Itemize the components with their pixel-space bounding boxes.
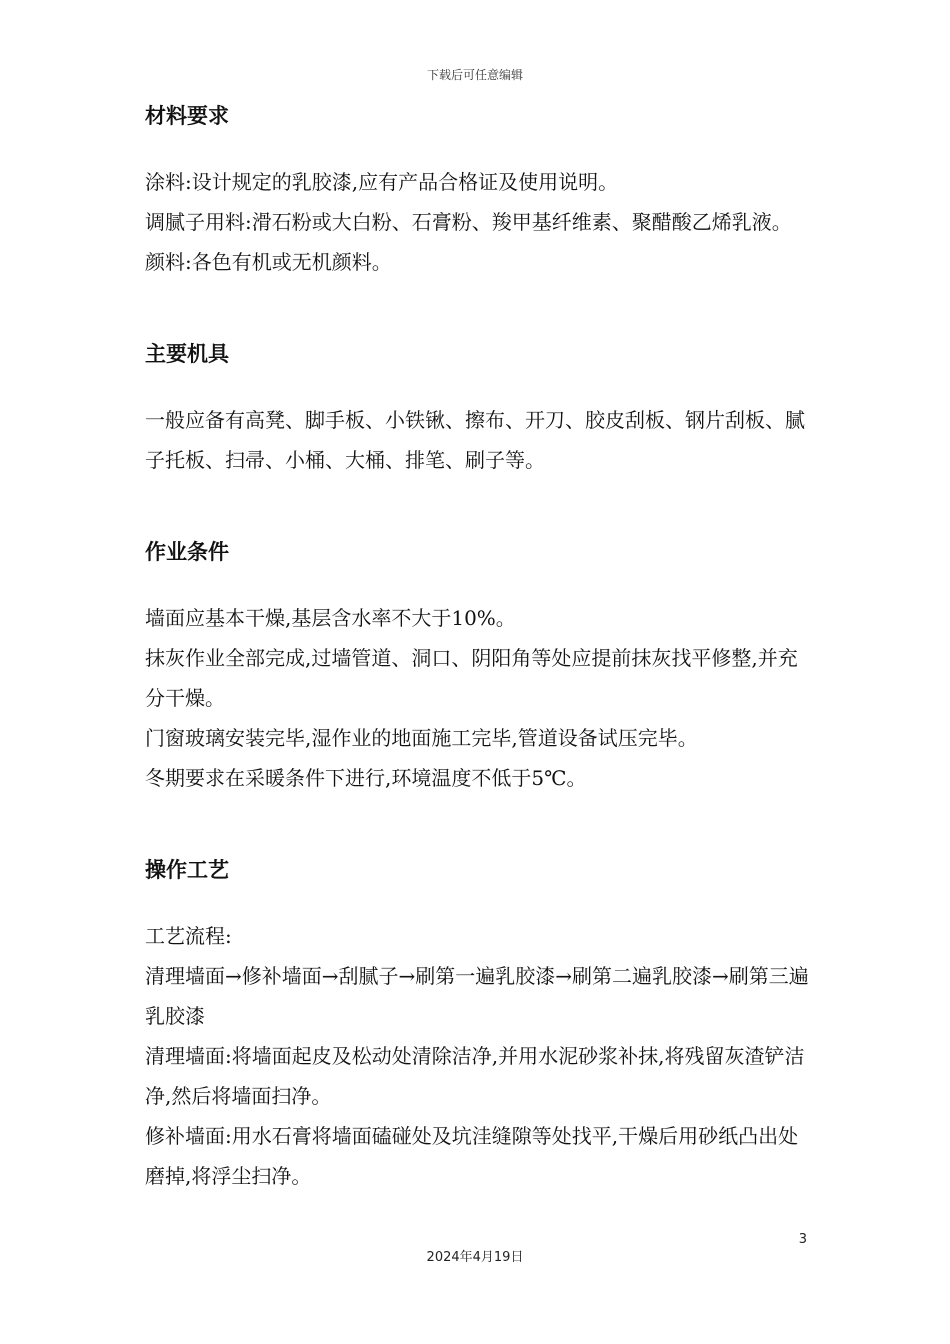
paragraph: 修补墙面:用水石膏将墙面磕碰处及坑洼缝隙等处找平,干燥后用砂纸凸出处磨掉,将浮尘扫净。 [145,1124,799,1188]
paragraph: 抹灰作业全部完成,过墙管道、洞口、阴阳角等处应提前抹灰找平修整,并充分干燥。 [145,646,798,710]
paragraph: 颜料:各色有机或无机颜料。 [145,250,392,274]
paragraph: 冬期要求在采暖条件下进行,环境温度不低于5℃。 [145,766,587,790]
paragraph: 涂料:设计规定的乳胶漆,应有产品合格证及使用说明。 [145,170,619,194]
paragraph: 清理墙面→修补墙面→刮腻子→刷第一遍乳胶漆→刷第二遍乳胶漆→刷第三遍乳胶漆 [145,964,809,1028]
page-number: 3 [798,1232,807,1247]
section-title-conditions: 作业条件 [145,540,229,564]
paragraph: 调腻子用料:滑石粉或大白粉、石膏粉、羧甲基纤维素、聚醋酸乙烯乳液。 [145,210,792,234]
paragraph: 清理墙面:将墙面起皮及松动处清除洁净,并用水泥砂浆补抹,将残留灰渣铲洁净,然后将墙面扫净。 [145,1044,805,1108]
section-title-process: 操作工艺 [145,858,229,882]
paragraph: 一般应备有高凳、脚手板、小铁锹、擦布、开刀、胶皮刮板、钢片刮板、腻子托板、扫帚、小桶、大桶、排笔、刷子等。 [145,408,805,472]
paragraph: 墙面应基本干燥,基层含水率不大于10%。 [145,606,516,630]
document-body [145,96,813,1196]
page-header: 下载后可任意编辑 [426,68,523,82]
paragraph: 门窗玻璃安装完毕,湿作业的地面施工完毕,管道设备试压完毕。 [145,726,698,750]
section-title-materials: 材料要求 [145,104,229,128]
footer-date: 2024年4月19日 [426,1250,524,1265]
paragraph: 工艺流程: [145,924,232,948]
section-title-tools: 主要机具 [145,342,229,366]
